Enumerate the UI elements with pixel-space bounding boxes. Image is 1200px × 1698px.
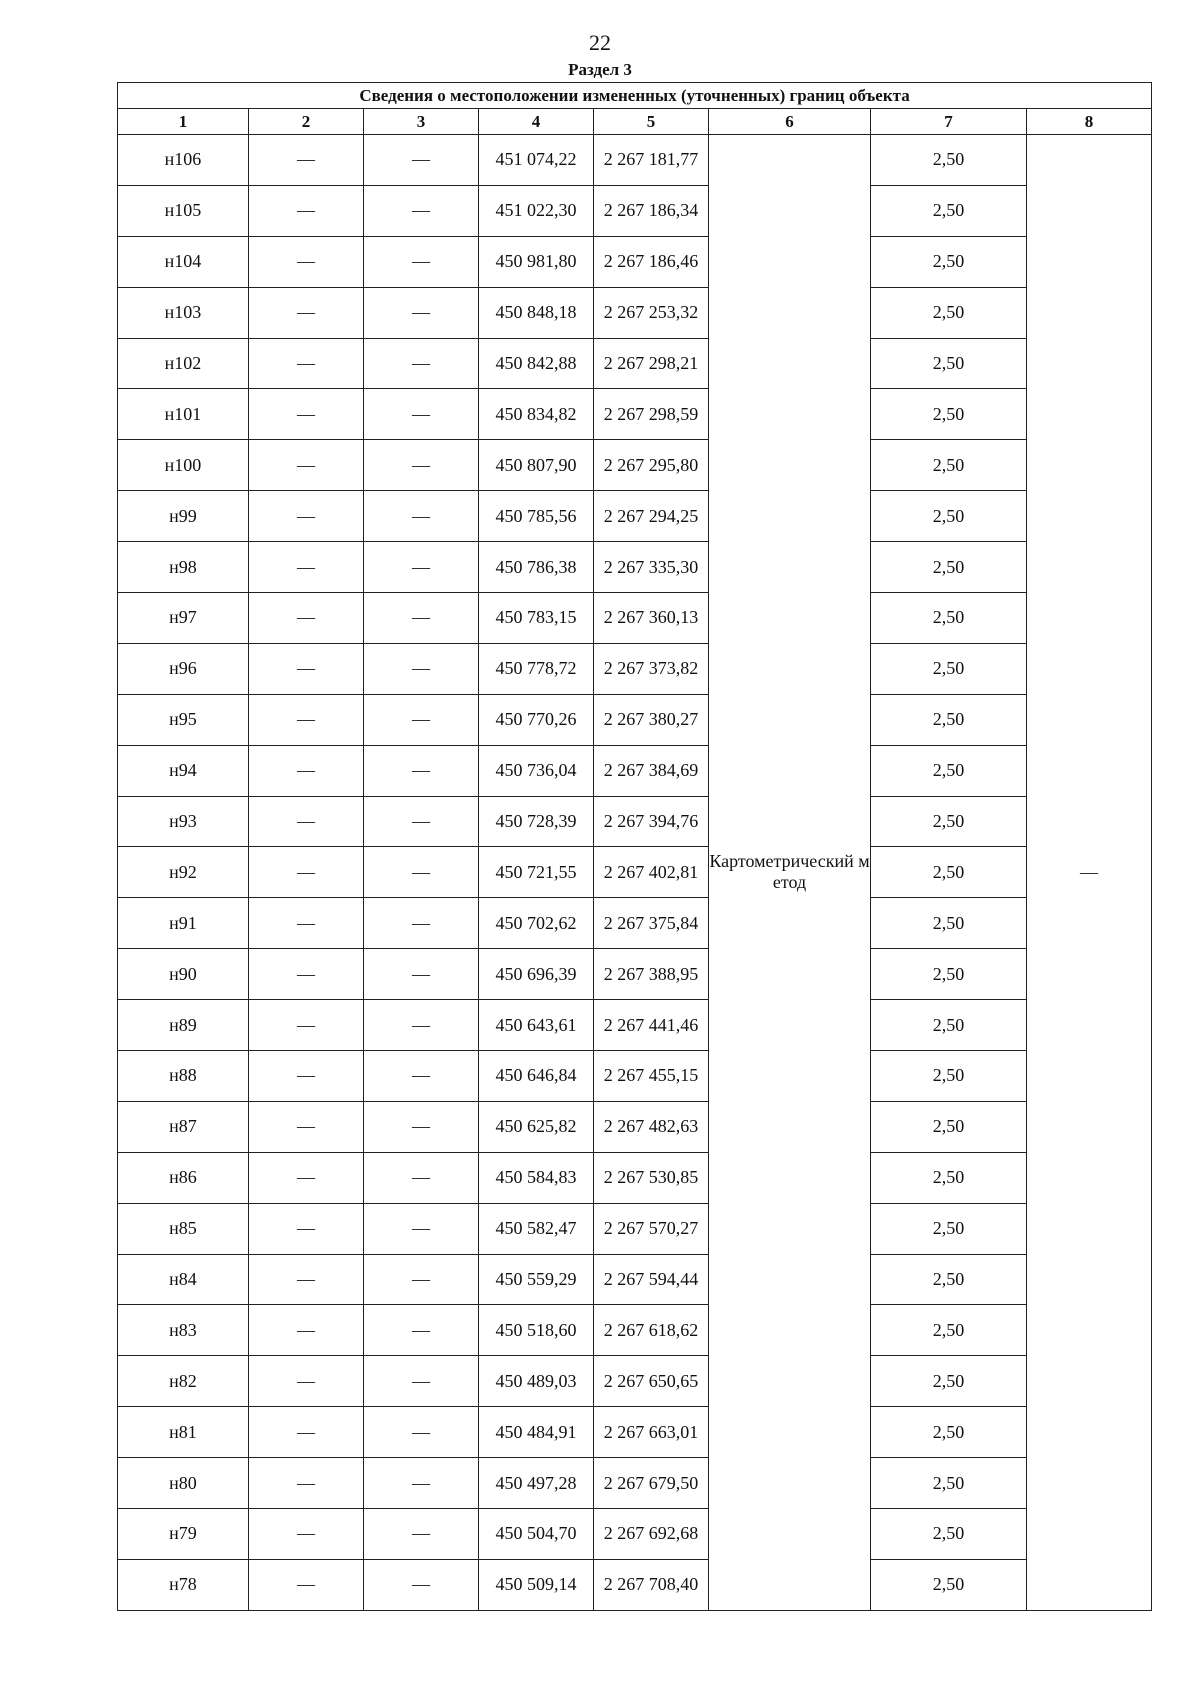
column-number: 3 <box>364 109 479 135</box>
accuracy-cell: 2,50 <box>871 1254 1027 1305</box>
column-2-cell: — <box>249 185 364 236</box>
y-coordinate-cell: 2 267 482,63 <box>594 1101 709 1152</box>
point-name-cell: н93 <box>118 796 249 847</box>
table-row <box>118 949 1152 1000</box>
y-coordinate-cell: 2 267 295,80 <box>594 440 709 491</box>
x-coordinate-cell: 450 721,55 <box>479 847 594 898</box>
x-coordinate-cell: 450 728,39 <box>479 796 594 847</box>
x-coordinate-cell: 450 702,62 <box>479 898 594 949</box>
accuracy-cell: 2,50 <box>871 287 1027 338</box>
point-name-cell: н85 <box>118 1203 249 1254</box>
column-2-cell: — <box>249 1101 364 1152</box>
y-coordinate-cell: 2 267 186,34 <box>594 185 709 236</box>
point-name-cell: н100 <box>118 440 249 491</box>
accuracy-cell: 2,50 <box>871 1509 1027 1560</box>
x-coordinate-cell: 450 848,18 <box>479 287 594 338</box>
y-coordinate-cell: 2 267 294,25 <box>594 491 709 542</box>
accuracy-cell: 2,50 <box>871 796 1027 847</box>
x-coordinate-cell: 450 643,61 <box>479 1000 594 1051</box>
point-name-cell: н81 <box>118 1407 249 1458</box>
column-2-cell: — <box>249 1051 364 1102</box>
point-name-cell: н88 <box>118 1051 249 1102</box>
table-row <box>118 796 1152 847</box>
x-coordinate-cell: 450 504,70 <box>479 1509 594 1560</box>
column-2-cell: — <box>249 389 364 440</box>
column-8-cell: — <box>1027 135 1152 1611</box>
column-2-cell: — <box>249 1509 364 1560</box>
column-number: 7 <box>871 109 1027 135</box>
page-number: 22 <box>589 30 611 55</box>
column-number: 8 <box>1027 109 1152 135</box>
y-coordinate-cell: 2 267 360,13 <box>594 593 709 644</box>
column-3-cell: — <box>364 1101 479 1152</box>
table-row <box>118 1407 1152 1458</box>
x-coordinate-cell: 450 584,83 <box>479 1152 594 1203</box>
column-number: 1 <box>118 109 249 135</box>
table-row <box>118 236 1152 287</box>
point-name-cell: н78 <box>118 1559 249 1610</box>
y-coordinate-cell: 2 267 298,21 <box>594 338 709 389</box>
boundary-table <box>117 82 1152 1611</box>
table-body <box>118 135 1152 1611</box>
column-3-cell: — <box>364 1407 479 1458</box>
y-coordinate-cell: 2 267 253,32 <box>594 287 709 338</box>
column-3-cell: — <box>364 1305 479 1356</box>
column-2-cell: — <box>249 236 364 287</box>
point-name-cell: н103 <box>118 287 249 338</box>
table-row <box>118 694 1152 745</box>
column-2-cell: — <box>249 1152 364 1203</box>
x-coordinate-cell: 450 807,90 <box>479 440 594 491</box>
x-coordinate-cell: 450 559,29 <box>479 1254 594 1305</box>
point-name-cell: н84 <box>118 1254 249 1305</box>
column-2-cell: — <box>249 1000 364 1051</box>
y-coordinate-cell: 2 267 650,65 <box>594 1356 709 1407</box>
column-2-cell: — <box>249 1203 364 1254</box>
y-coordinate-cell: 2 267 373,82 <box>594 643 709 694</box>
table-row <box>118 542 1152 593</box>
column-3-cell: — <box>364 389 479 440</box>
table-row <box>118 185 1152 236</box>
table-row <box>118 1356 1152 1407</box>
table-row <box>118 847 1152 898</box>
y-coordinate-cell: 2 267 298,59 <box>594 389 709 440</box>
column-number: 2 <box>249 109 364 135</box>
table-row <box>118 1559 1152 1610</box>
accuracy-cell: 2,50 <box>871 1000 1027 1051</box>
column-2-cell: — <box>249 135 364 186</box>
point-name-cell: н104 <box>118 236 249 287</box>
accuracy-cell: 2,50 <box>871 491 1027 542</box>
column-2-cell: — <box>249 1356 364 1407</box>
point-name-cell: н83 <box>118 1305 249 1356</box>
column-number: 5 <box>594 109 709 135</box>
x-coordinate-cell: 450 783,15 <box>479 593 594 644</box>
column-2-cell: — <box>249 440 364 491</box>
table-row <box>118 745 1152 796</box>
y-coordinate-cell: 2 267 181,77 <box>594 135 709 186</box>
x-coordinate-cell: 450 736,04 <box>479 745 594 796</box>
table-row <box>118 135 1152 186</box>
column-number-row <box>118 109 1152 135</box>
y-coordinate-cell: 2 267 692,68 <box>594 1509 709 1560</box>
x-coordinate-cell: 451 022,30 <box>479 185 594 236</box>
y-coordinate-cell: 2 267 618,62 <box>594 1305 709 1356</box>
y-coordinate-cell: 2 267 708,40 <box>594 1559 709 1610</box>
accuracy-cell: 2,50 <box>871 440 1027 491</box>
column-2-cell: — <box>249 694 364 745</box>
accuracy-cell: 2,50 <box>871 643 1027 694</box>
point-name-cell: н94 <box>118 745 249 796</box>
y-coordinate-cell: 2 267 455,15 <box>594 1051 709 1102</box>
accuracy-cell: 2,50 <box>871 694 1027 745</box>
y-coordinate-cell: 2 267 594,44 <box>594 1254 709 1305</box>
accuracy-cell: 2,50 <box>871 898 1027 949</box>
point-name-cell: н98 <box>118 542 249 593</box>
x-coordinate-cell: 450 484,91 <box>479 1407 594 1458</box>
y-coordinate-cell: 2 267 441,46 <box>594 1000 709 1051</box>
point-name-cell: н80 <box>118 1458 249 1509</box>
accuracy-cell: 2,50 <box>871 1305 1027 1356</box>
accuracy-cell: 2,50 <box>871 1407 1027 1458</box>
table-row <box>118 1305 1152 1356</box>
column-3-cell: — <box>364 1203 479 1254</box>
column-2-cell: — <box>249 643 364 694</box>
y-coordinate-cell: 2 267 388,95 <box>594 949 709 1000</box>
table-row <box>118 1458 1152 1509</box>
point-name-cell: н89 <box>118 1000 249 1051</box>
x-coordinate-cell: 450 981,80 <box>479 236 594 287</box>
table-row <box>118 593 1152 644</box>
column-2-cell: — <box>249 1305 364 1356</box>
column-3-cell: — <box>364 338 479 389</box>
point-name-cell: н87 <box>118 1101 249 1152</box>
column-2-cell: — <box>249 898 364 949</box>
table-row <box>118 1254 1152 1305</box>
accuracy-cell: 2,50 <box>871 1152 1027 1203</box>
y-coordinate-cell: 2 267 375,84 <box>594 898 709 949</box>
accuracy-cell: 2,50 <box>871 1458 1027 1509</box>
point-name-cell: н97 <box>118 593 249 644</box>
x-coordinate-cell: 450 785,56 <box>479 491 594 542</box>
accuracy-cell: 2,50 <box>871 593 1027 644</box>
column-3-cell: — <box>364 898 479 949</box>
column-3-cell: — <box>364 1509 479 1560</box>
point-name-cell: н95 <box>118 694 249 745</box>
column-3-cell: — <box>364 1559 479 1610</box>
accuracy-cell: 2,50 <box>871 236 1027 287</box>
column-3-cell: — <box>364 694 479 745</box>
column-2-cell: — <box>249 287 364 338</box>
accuracy-cell: 2,50 <box>871 847 1027 898</box>
table-row <box>118 1051 1152 1102</box>
table-row <box>118 1000 1152 1051</box>
column-3-cell: — <box>364 1152 479 1203</box>
accuracy-cell: 2,50 <box>871 389 1027 440</box>
column-3-cell: — <box>364 949 479 1000</box>
accuracy-cell: 2,50 <box>871 542 1027 593</box>
column-2-cell: — <box>249 1559 364 1610</box>
column-2-cell: — <box>249 847 364 898</box>
x-coordinate-cell: 450 696,39 <box>479 949 594 1000</box>
y-coordinate-cell: 2 267 679,50 <box>594 1458 709 1509</box>
table-caption: Сведения о местоположении измененных (уточненных) границ объекта <box>118 83 1152 109</box>
point-name-cell: н102 <box>118 338 249 389</box>
column-3-cell: — <box>364 542 479 593</box>
column-3-cell: — <box>364 1254 479 1305</box>
point-name-cell: н92 <box>118 847 249 898</box>
y-coordinate-cell: 2 267 384,69 <box>594 745 709 796</box>
table-row <box>118 440 1152 491</box>
y-coordinate-cell: 2 267 186,46 <box>594 236 709 287</box>
accuracy-cell: 2,50 <box>871 1559 1027 1610</box>
y-coordinate-cell: 2 267 335,30 <box>594 542 709 593</box>
x-coordinate-cell: 450 497,28 <box>479 1458 594 1509</box>
x-coordinate-cell: 450 625,82 <box>479 1101 594 1152</box>
y-coordinate-cell: 2 267 402,81 <box>594 847 709 898</box>
accuracy-cell: 2,50 <box>871 949 1027 1000</box>
column-3-cell: — <box>364 593 479 644</box>
x-coordinate-cell: 450 646,84 <box>479 1051 594 1102</box>
column-2-cell: — <box>249 796 364 847</box>
column-3-cell: — <box>364 491 479 542</box>
point-name-cell: н82 <box>118 1356 249 1407</box>
column-2-cell: — <box>249 745 364 796</box>
column-3-cell: — <box>364 440 479 491</box>
point-name-cell: н101 <box>118 389 249 440</box>
table-row <box>118 338 1152 389</box>
y-coordinate-cell: 2 267 394,76 <box>594 796 709 847</box>
table-row <box>118 1203 1152 1254</box>
point-name-cell: н79 <box>118 1509 249 1560</box>
point-name-cell: н96 <box>118 643 249 694</box>
column-2-cell: — <box>249 1407 364 1458</box>
x-coordinate-cell: 450 786,38 <box>479 542 594 593</box>
section-title: Раздел 3 <box>568 60 632 79</box>
column-3-cell: — <box>364 1356 479 1407</box>
accuracy-cell: 2,50 <box>871 1356 1027 1407</box>
column-3-cell: — <box>364 1000 479 1051</box>
x-coordinate-cell: 450 509,14 <box>479 1559 594 1610</box>
column-3-cell: — <box>364 643 479 694</box>
accuracy-cell: 2,50 <box>871 185 1027 236</box>
column-3-cell: — <box>364 847 479 898</box>
column-2-cell: — <box>249 949 364 1000</box>
table-row <box>118 491 1152 542</box>
column-3-cell: — <box>364 287 479 338</box>
accuracy-cell: 2,50 <box>871 1203 1027 1254</box>
y-coordinate-cell: 2 267 570,27 <box>594 1203 709 1254</box>
accuracy-cell: 2,50 <box>871 338 1027 389</box>
column-3-cell: — <box>364 745 479 796</box>
column-3-cell: — <box>364 185 479 236</box>
point-name-cell: н86 <box>118 1152 249 1203</box>
method-cell: Картометрический метод <box>709 135 871 1611</box>
column-3-cell: — <box>364 135 479 186</box>
x-coordinate-cell: 450 834,82 <box>479 389 594 440</box>
column-3-cell: — <box>364 796 479 847</box>
y-coordinate-cell: 2 267 663,01 <box>594 1407 709 1458</box>
column-2-cell: — <box>249 1254 364 1305</box>
y-coordinate-cell: 2 267 530,85 <box>594 1152 709 1203</box>
accuracy-cell: 2,50 <box>871 745 1027 796</box>
column-2-cell: — <box>249 593 364 644</box>
table-row <box>118 1101 1152 1152</box>
table-row <box>118 287 1152 338</box>
point-name-cell: н90 <box>118 949 249 1000</box>
point-name-cell: н106 <box>118 135 249 186</box>
column-3-cell: — <box>364 1051 479 1102</box>
accuracy-cell: 2,50 <box>871 1101 1027 1152</box>
table-row <box>118 1509 1152 1560</box>
x-coordinate-cell: 450 489,03 <box>479 1356 594 1407</box>
x-coordinate-cell: 450 518,60 <box>479 1305 594 1356</box>
column-number: 4 <box>479 109 594 135</box>
column-2-cell: — <box>249 491 364 542</box>
column-number: 6 <box>709 109 871 135</box>
x-coordinate-cell: 450 582,47 <box>479 1203 594 1254</box>
table-row <box>118 643 1152 694</box>
point-name-cell: н91 <box>118 898 249 949</box>
accuracy-cell: 2,50 <box>871 135 1027 186</box>
accuracy-cell: 2,50 <box>871 1051 1027 1102</box>
x-coordinate-cell: 450 778,72 <box>479 643 594 694</box>
column-2-cell: — <box>249 338 364 389</box>
table-row <box>118 389 1152 440</box>
column-3-cell: — <box>364 1458 479 1509</box>
column-3-cell: — <box>364 236 479 287</box>
y-coordinate-cell: 2 267 380,27 <box>594 694 709 745</box>
x-coordinate-cell: 450 842,88 <box>479 338 594 389</box>
column-2-cell: — <box>249 542 364 593</box>
table-row <box>118 1152 1152 1203</box>
x-coordinate-cell: 451 074,22 <box>479 135 594 186</box>
point-name-cell: н99 <box>118 491 249 542</box>
point-name-cell: н105 <box>118 185 249 236</box>
column-2-cell: — <box>249 1458 364 1509</box>
table-row <box>118 898 1152 949</box>
x-coordinate-cell: 450 770,26 <box>479 694 594 745</box>
